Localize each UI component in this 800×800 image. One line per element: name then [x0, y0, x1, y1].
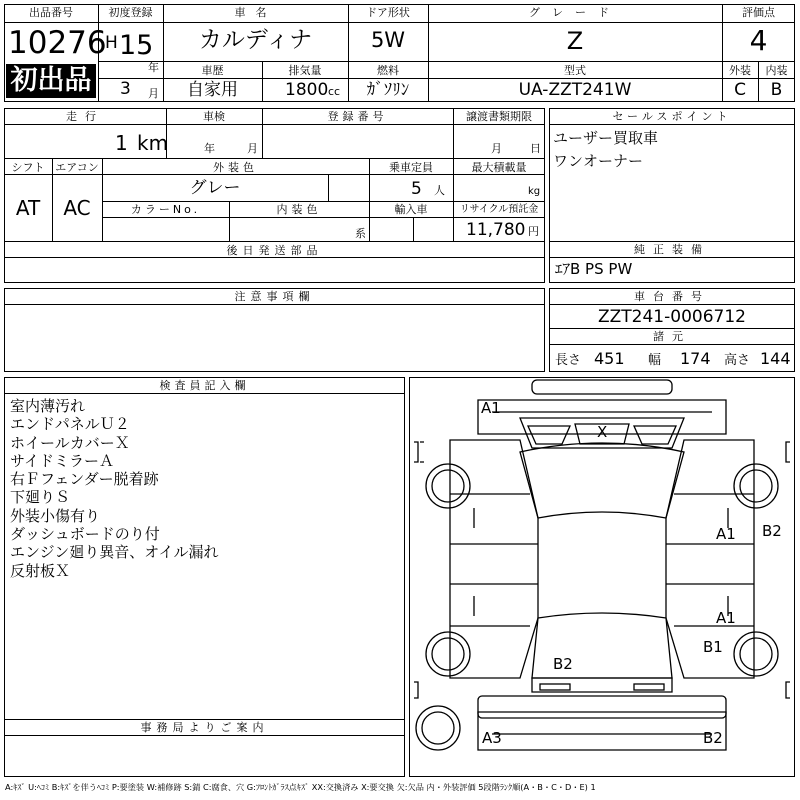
car-name: カルディナ	[198, 27, 313, 53]
width: 174	[680, 349, 711, 368]
length: 451	[594, 349, 625, 368]
history: 自家用	[187, 80, 238, 100]
mark-right-rear: A1	[716, 609, 736, 627]
wid-label: 幅	[648, 353, 662, 368]
mileage-label: 走行	[66, 110, 104, 123]
lot-number: 10276	[8, 25, 107, 61]
reg-month: 3	[120, 79, 131, 99]
colorno-label: カラーNo.	[130, 203, 201, 216]
dims-label: 諸元	[653, 330, 691, 343]
month-unit: 月	[148, 87, 159, 100]
chassis-number: ZZT241-0006712	[598, 307, 746, 327]
name-label: 車名	[234, 6, 277, 19]
inspector-label: 検査員記入欄	[159, 379, 250, 392]
inspector-line: エンジン廻り異音、オイル漏れ	[10, 543, 219, 562]
reg-year: 15	[119, 30, 154, 61]
sales-line-2: ワンオーナー	[553, 152, 644, 170]
inspector-line: 反射板Ｘ	[10, 561, 71, 580]
inspect-month: 月	[247, 142, 258, 155]
load-unit: kg	[528, 186, 541, 197]
shift-label: シフト	[11, 161, 45, 174]
grade-label: グレード	[529, 6, 621, 19]
year-unit: 年	[148, 61, 159, 74]
inspector-line: サイドミラーＡ	[10, 451, 114, 470]
inspector-line: 外装小傷有り	[10, 506, 101, 525]
model-code: UA-ZZT241W	[518, 80, 632, 100]
ac-label: エアコン	[55, 161, 99, 174]
door-label: ドア形状	[366, 6, 410, 19]
model-label: 型式	[564, 64, 586, 77]
mark-rear-center: B2	[553, 655, 573, 673]
ac: AC	[63, 196, 91, 220]
seats-label: 乗車定員	[389, 161, 433, 174]
sales-label: セールスポイント	[612, 110, 732, 123]
recycle-amount: 11,780	[466, 220, 526, 240]
history-label: 車歴	[201, 64, 224, 77]
ext-score: C	[734, 80, 746, 100]
chassis-label: 車台番号	[634, 290, 710, 303]
exterior-color: グレー	[189, 178, 241, 198]
later-parts-label: 後日発送部品	[226, 244, 323, 257]
mark-right-front: A1	[716, 525, 736, 543]
recycle-label: リサイクル預託金	[459, 204, 539, 215]
fuel-label: 燃料	[377, 64, 399, 77]
transfer-month: 月	[491, 142, 502, 155]
height: 144	[760, 349, 791, 368]
mileage: 1	[115, 131, 128, 155]
color-label: 外装色	[213, 161, 258, 174]
seats-unit: 人	[434, 184, 445, 197]
intcolor-unit: 系	[355, 227, 366, 240]
seats: 5	[411, 179, 422, 199]
int-score: B	[770, 80, 783, 100]
len-label: 長さ	[555, 353, 582, 368]
plate-label: 登録番号	[327, 110, 388, 123]
inspector-line: 室内薄汚れ	[10, 397, 86, 415]
first-listing-badge: 初出品	[6, 64, 96, 98]
inspector-line: 右Ｆフェンダー脱着跡	[10, 470, 159, 489]
era: H	[105, 33, 118, 53]
ext-label: 外装	[729, 64, 751, 77]
hei-label: 高さ	[724, 353, 751, 368]
disp-label: 排気量	[288, 64, 322, 77]
displacement: 1800	[285, 80, 329, 100]
inspector-line: ダッシュボードのり付	[10, 525, 160, 544]
mark-front-left: A1	[481, 399, 501, 417]
inspect-year: 年	[204, 142, 215, 155]
notes-label: 注意事項欄	[234, 290, 315, 303]
score: 4	[749, 24, 768, 57]
inspect-label: 車検	[203, 110, 225, 123]
disp-unit: cc	[328, 85, 341, 98]
fuel: ｶﾞｿﾘﾝ	[366, 80, 410, 100]
inspector-notes	[10, 397, 219, 580]
lot-label: 出品番号	[29, 6, 73, 19]
mark-right-front-edge: B2	[762, 522, 782, 540]
shift: AT	[15, 196, 41, 220]
int-label: 内装	[765, 64, 788, 77]
mark-rear-right: B1	[703, 638, 723, 656]
transfer-label: 譲渡書類期限	[466, 110, 532, 123]
mark-windshield: X	[597, 423, 608, 441]
recycle-unit: 円	[528, 225, 539, 238]
intcolor-label: 内装色	[276, 203, 322, 216]
grade: Z	[566, 27, 584, 55]
mark-rear-bumper-left: A3	[482, 729, 502, 747]
sales-line-1: ユーザー買取車	[553, 129, 659, 147]
transfer-day: 日	[530, 142, 541, 155]
legend: A:ｷｽﾞ U:ﾍｺﾐ B:ｷｽﾞを伴うﾍｺﾐ P:要塗装 W:補修跡 S:錆 C:腐食、穴 G:ﾌﾛﾝﾄｶﾞﾗｽ点ｷｽﾞ XX:交換済み X:要交換 欠:欠品 内・外装評価 5段階ﾗﾝｸ順(A・B・C・D・E) 1	[5, 782, 596, 792]
door-type: 5W	[370, 28, 406, 52]
office-label: 事務局よりご案内	[140, 721, 269, 734]
inspector-line: エンドパネルＵ２	[10, 415, 130, 434]
mark-rear-bumper-right: B2	[703, 729, 723, 747]
mileage-unit: km	[137, 131, 169, 155]
equip-value: ｴｱB PS PW	[555, 260, 633, 278]
score-label: 評価点	[742, 6, 775, 19]
import-label: 輸入車	[394, 203, 428, 216]
equip-label: 純正装備	[634, 243, 710, 256]
inspector-line: ホイールカバーＸ	[10, 433, 130, 452]
load-label: 最大積載量	[471, 161, 527, 174]
reg-label: 初度登録	[108, 6, 153, 19]
inspector-line: 下廻りＳ	[10, 488, 71, 507]
